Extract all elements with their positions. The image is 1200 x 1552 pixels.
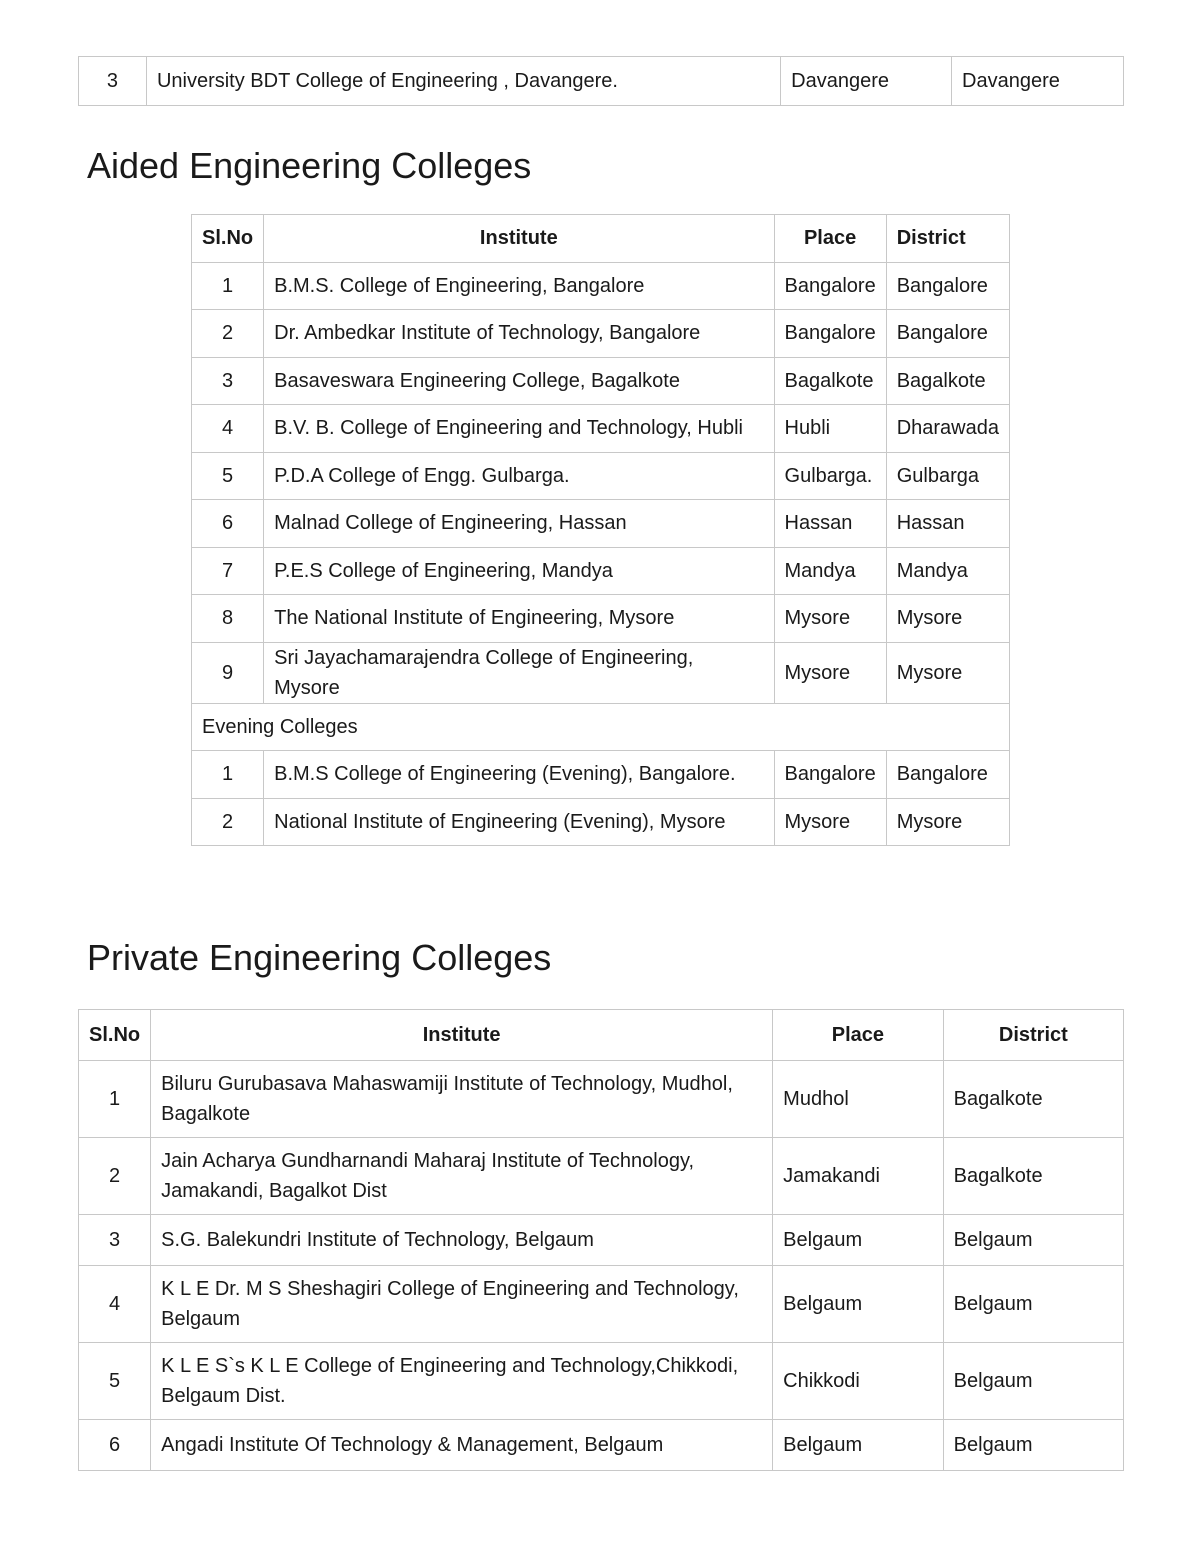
aided-rows: [192, 262, 1010, 703]
table-row: [192, 751, 1010, 799]
institute-cell: K L E Dr. M S Sheshagiri College of Engineering and Technology, Belgaum: [151, 1266, 773, 1343]
place-cell: Mysore: [774, 642, 886, 703]
table-row: [192, 452, 1010, 500]
place-cell: Davangere: [781, 57, 952, 106]
slno-cell: 1: [79, 1061, 151, 1138]
institute-cell: Jain Acharya Gundharnandi Maharaj Institute of Technology, Jamakandi, Bagalkot Dist: [151, 1138, 773, 1215]
evening-rows: [192, 751, 1010, 846]
institute-cell: S.G. Balekundri Institute of Technology, Belgaum: [151, 1215, 773, 1266]
table-row: [192, 500, 1010, 548]
table-row: [79, 1420, 1124, 1471]
private-colleges-table: [78, 1009, 1124, 1471]
table-row: [79, 1138, 1124, 1215]
place-cell: Gulbarga.: [774, 452, 886, 500]
slno-cell: 3: [192, 357, 264, 405]
slno-cell: 3: [79, 57, 147, 106]
slno-cell: 3: [79, 1215, 151, 1266]
header-place: Place: [773, 1010, 943, 1061]
government-colleges-table-continued: [78, 56, 1124, 106]
institute-cell: Angadi Institute Of Technology & Management, Belgaum: [151, 1420, 773, 1471]
place-cell: Bangalore: [774, 310, 886, 358]
table-row: [192, 405, 1010, 453]
place-cell: Belgaum: [773, 1420, 943, 1471]
district-cell: Bagalkote: [943, 1138, 1123, 1215]
place-cell: Mysore: [774, 595, 886, 643]
institute-cell: B.M.S. College of Engineering, Bangalore: [264, 262, 774, 310]
institute-cell: Sri Jayachamarajendra College of Engineering, Mysore: [264, 642, 774, 703]
slno-cell: 4: [192, 405, 264, 453]
slno-cell: 1: [192, 751, 264, 799]
district-cell: Belgaum: [943, 1215, 1123, 1266]
header-place: Place: [774, 215, 886, 263]
evening-colleges-row: [192, 703, 1010, 751]
table-row: [192, 595, 1010, 643]
table-row: [79, 1343, 1124, 1420]
place-cell: Bangalore: [774, 751, 886, 799]
district-cell: Dharawada: [886, 405, 1009, 453]
place-cell: Chikkodi: [773, 1343, 943, 1420]
institute-cell: B.V. B. College of Engineering and Technology, Hubli: [264, 405, 774, 453]
slno-cell: 6: [79, 1420, 151, 1471]
district-cell: Gulbarga: [886, 452, 1009, 500]
district-cell: Bangalore: [886, 310, 1009, 358]
district-cell: Belgaum: [943, 1420, 1123, 1471]
table-row: [192, 357, 1010, 405]
header-slno: Sl.No: [79, 1010, 151, 1061]
aided-colleges-table: [191, 214, 1010, 846]
institute-cell: B.M.S College of Engineering (Evening), Bangalore.: [264, 751, 774, 799]
header-district: District: [886, 215, 1009, 263]
table-row: [192, 262, 1010, 310]
header-slno: Sl.No: [192, 215, 264, 263]
table-row: [79, 1061, 1124, 1138]
table-row: [79, 57, 1124, 106]
place-cell: Mandya: [774, 547, 886, 595]
table-row: [192, 547, 1010, 595]
header-institute: Institute: [264, 215, 774, 263]
table-row: [192, 310, 1010, 358]
district-cell: Mysore: [886, 798, 1009, 846]
institute-cell: The National Institute of Engineering, Mysore: [264, 595, 774, 643]
slno-cell: 5: [79, 1343, 151, 1420]
private-rows: [79, 1061, 1124, 1471]
slno-cell: 2: [79, 1138, 151, 1215]
section-title-private: Private Engineering Colleges: [87, 937, 552, 978]
place-cell: Bangalore: [774, 262, 886, 310]
institute-cell: K L E S`s K L E College of Engineering and Technology,Chikkodi, Belgaum Dist.: [151, 1343, 773, 1420]
place-cell: Bagalkote: [774, 357, 886, 405]
institute-cell: P.D.A College of Engg. Gulbarga.: [264, 452, 774, 500]
place-cell: Mysore: [774, 798, 886, 846]
table-header-row: [79, 1010, 1124, 1061]
district-cell: Davangere: [952, 57, 1124, 106]
table-row: [79, 1266, 1124, 1343]
institute-cell: National Institute of Engineering (Evening), Mysore: [264, 798, 774, 846]
institute-cell: Malnad College of Engineering, Hassan: [264, 500, 774, 548]
evening-colleges-label: Evening Colleges: [192, 703, 1010, 751]
district-cell: Bangalore: [886, 262, 1009, 310]
district-cell: Mysore: [886, 595, 1009, 643]
place-cell: Mudhol: [773, 1061, 943, 1138]
header-district: District: [943, 1010, 1123, 1061]
district-cell: Bagalkote: [943, 1061, 1123, 1138]
place-cell: Jamakandi: [773, 1138, 943, 1215]
section-title-aided: Aided Engineering Colleges: [87, 145, 532, 186]
slno-cell: 6: [192, 500, 264, 548]
district-cell: Belgaum: [943, 1266, 1123, 1343]
district-cell: Bangalore: [886, 751, 1009, 799]
district-cell: Mysore: [886, 642, 1009, 703]
district-cell: Bagalkote: [886, 357, 1009, 405]
slno-cell: 4: [79, 1266, 151, 1343]
header-institute: Institute: [151, 1010, 773, 1061]
institute-cell: P.E.S College of Engineering, Mandya: [264, 547, 774, 595]
table-header-row: [192, 215, 1010, 263]
institute-cell: Biluru Gurubasava Mahaswamiji Institute of Technology, Mudhol, Bagalkote: [151, 1061, 773, 1138]
slno-cell: 7: [192, 547, 264, 595]
place-cell: Hubli: [774, 405, 886, 453]
slno-cell: 5: [192, 452, 264, 500]
place-cell: Belgaum: [773, 1215, 943, 1266]
slno-cell: 8: [192, 595, 264, 643]
slno-cell: 1: [192, 262, 264, 310]
table-row: [192, 642, 1010, 703]
district-cell: Hassan: [886, 500, 1009, 548]
table-row: [192, 798, 1010, 846]
place-cell: Belgaum: [773, 1266, 943, 1343]
slno-cell: 9: [192, 642, 264, 703]
slno-cell: 2: [192, 798, 264, 846]
place-cell: Hassan: [774, 500, 886, 548]
table-row: [79, 1215, 1124, 1266]
institute-cell: Basaveswara Engineering College, Bagalkote: [264, 357, 774, 405]
district-cell: Belgaum: [943, 1343, 1123, 1420]
district-cell: Mandya: [886, 547, 1009, 595]
slno-cell: 2: [192, 310, 264, 358]
institute-cell: Dr. Ambedkar Institute of Technology, Bangalore: [264, 310, 774, 358]
institute-cell: University BDT College of Engineering , Davangere.: [146, 57, 780, 106]
